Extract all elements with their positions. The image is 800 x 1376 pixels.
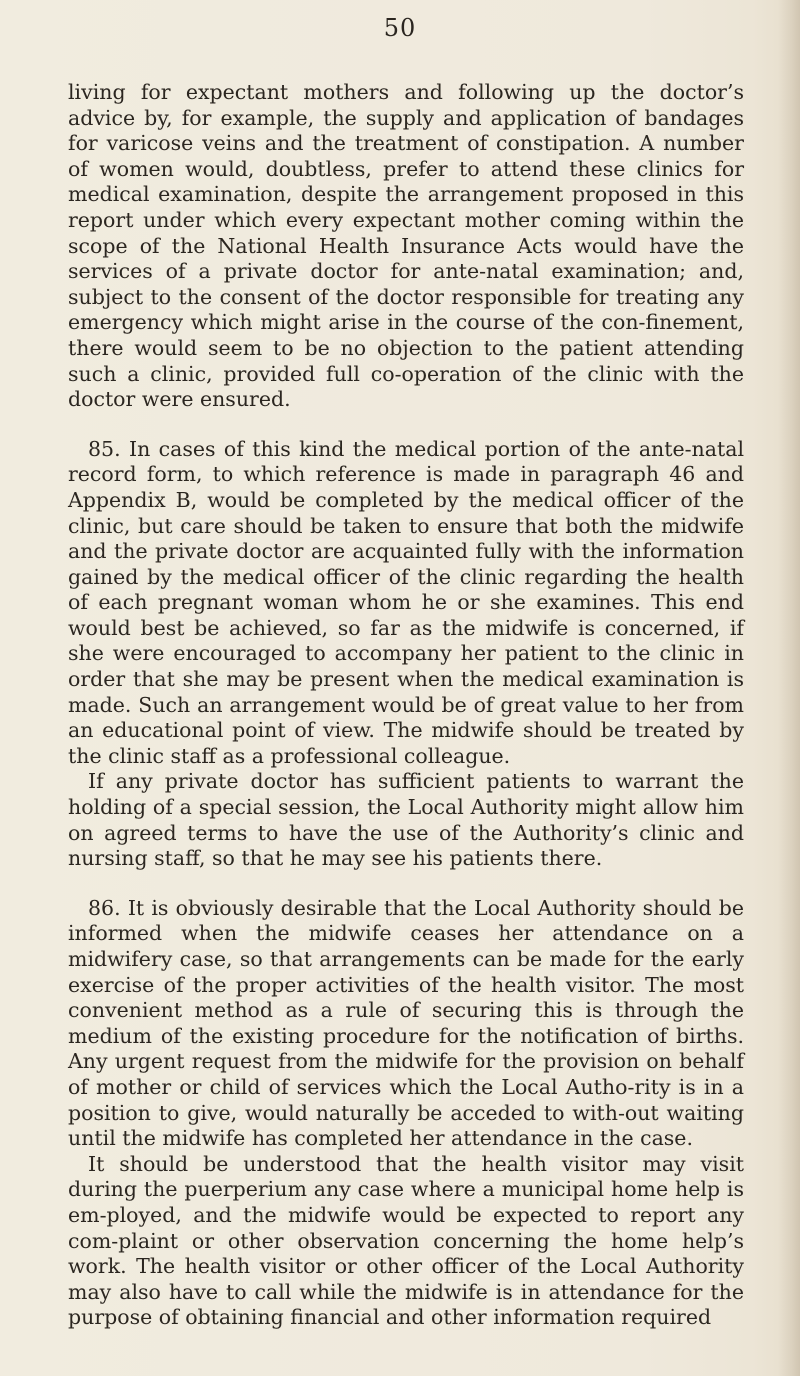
page-edge-shadow (778, 0, 800, 1376)
paragraph-86: 86. It is obviously desirable that the Local Authority should be informed when the midwife ceases her attendance on a midwifery case, so that arrangements can be made for the early exercise of the proper activities of the health visitor. The most convenient method as a rule of securing this is through the medium of the existing procedure for the notification of births. Any urgent request from the midwife for the provision on behalf of mother or child of services which the Local Autho-rity is in a position to give, would naturally be acceded to with-out waiting until the midwife has completed her attendance in the case. (68, 895, 744, 1151)
paragraph-gap (68, 872, 744, 896)
paragraph-85: 85. In cases of this kind the medical portion of the ante-natal record form, to which reference is made in paragraph 46 and Appendix B, would be completed by the medical officer of the clinic, but care should be taken to ensure that both the midwife and the private doctor are acquainted fully with the information gained by the medical officer of the clinic regarding the health of each pregnant woman whom he or she examines. This end would best be achieved, so far as the midwife is concerned, if she were encouraged to accompany her patient to the clinic in order that she may be present when the medical examination is made. Such an arrangement would be of great value to her from an educational point of view. The midwife should be treated by the clinic staff as a professional colleague. (68, 436, 744, 768)
page-number: 50 (383, 14, 417, 42)
paragraph-private-doctor: If any private doctor has sufficient patients to warrant the holding of a special session, the Local Authority might allow him on agreed terms to have the use of the Authority’s clinic and nursing staff, so that he may see his patients there. (68, 769, 744, 871)
paragraph-gap (68, 413, 744, 437)
paragraph-continuation: living for expectant mothers and following up the doctor’s advice by, for example, the supply and application of bandages for varicose veins and the treatment of constipation. A number of women would, doubtless, prefer to attend these clinics for medical examination, despite the arrangement proposed in this report under which every expectant mother coming within the scope of the National Health Insurance Acts would have the services of a private doctor for ante-natal examination; and, subject to the consent of the doctor responsible for treating any emergency which might arise in the course of the con-finement, there would seem to be no objection to the patient attending such a clinic, provided full co-operation of the clinic with the doctor were ensured. (68, 80, 744, 412)
body-text (68, 80, 744, 1331)
paragraph-health-visitor: It should be understood that the health visitor may visit during the puerperium any case where a municipal home help is em-ployed, and the midwife would be expected to report any com-plaint or other observation concerning the home help’s work. The health visitor or other officer of the Local Authority may also have to call while the midwife is in attendance for the purpose of obtaining financial and other information required (68, 1151, 744, 1330)
